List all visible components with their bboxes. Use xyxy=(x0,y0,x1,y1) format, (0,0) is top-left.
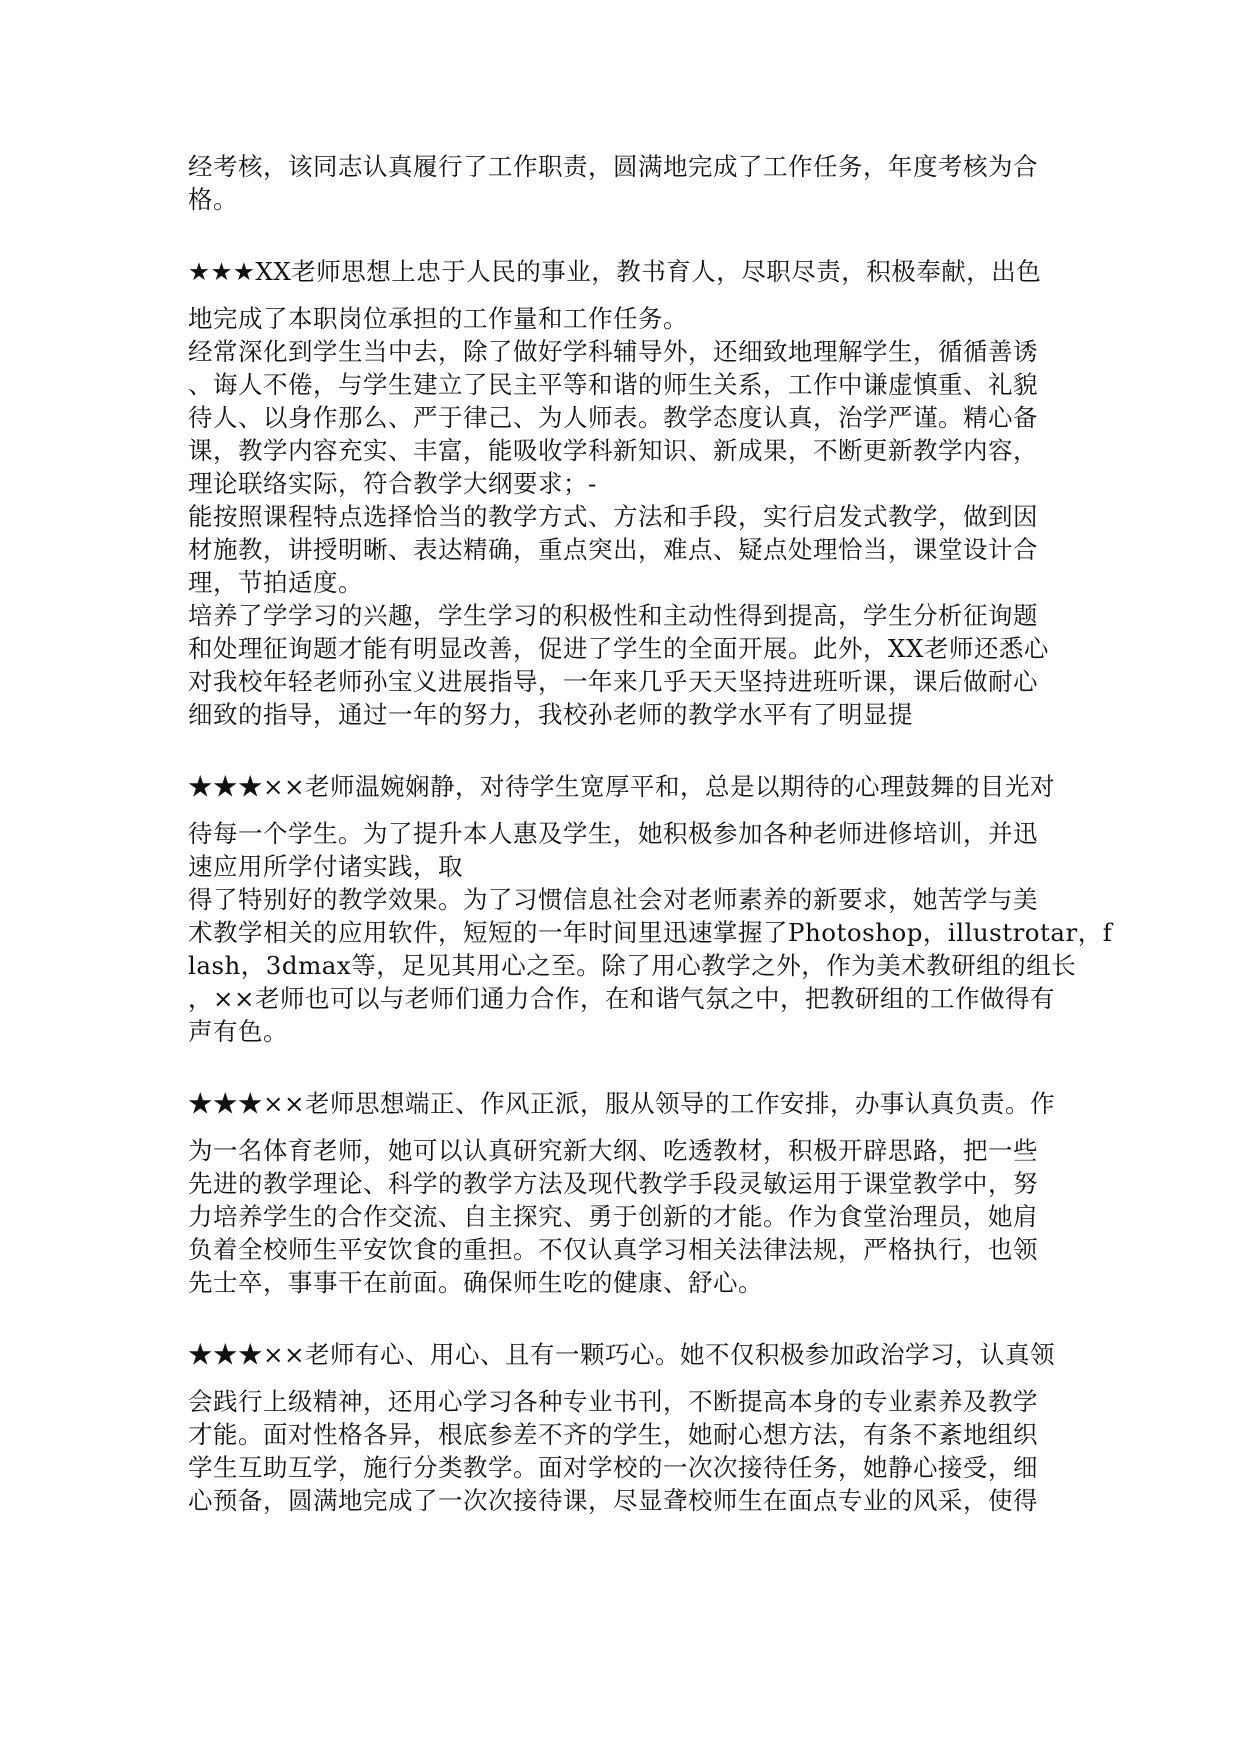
paragraph xyxy=(188,1087,1068,1299)
paragraph xyxy=(188,150,1068,216)
text-line: ，××老师也可以与老师们通力合作，在和谐气氛之中，把教研组的工作做得有 xyxy=(188,984,1056,1013)
text-line: 负着全校师生平安饮食的重担。不仅认真学习相关法律法规，严格执行，也领 xyxy=(188,1235,1038,1264)
text-line: 地完成了本职岗位承担的工作量和工作任务。 xyxy=(188,304,688,333)
text-line: 格。 xyxy=(188,185,238,214)
paragraph xyxy=(188,770,1113,1048)
text-line: 速应用所学付诸实践，取 xyxy=(188,852,463,881)
text-line: 经考核，该同志认真履行了工作职责，圆满地完成了工作任务，年度考核为合 xyxy=(188,152,1038,181)
paragraph-heading: ★★★××老师有心、用心、且有一颗巧心。她不仅积极参加政治学习，认真领 xyxy=(188,1340,1056,1369)
text-line: 课，教学内容充实、丰富，能吸收学科新知识、新成果，不断更新教学内容， xyxy=(188,436,1038,465)
text-line: 先士卒，事事干在前面。确保师生吃的健康、舒心。 xyxy=(188,1268,763,1297)
text-line: 细致的指导，通过一年的努力，我校孙老师的教学水平有了明显提 xyxy=(188,700,913,729)
text-line: 经常深化到学生当中去，除了做好学科辅导外，还细致地理解学生，循循善诱 xyxy=(188,337,1038,366)
text-line: 待每一个学生。为了提升本人惠及学生，她积极参加各种老师进修培训，并迅 xyxy=(188,819,1038,848)
text-line: 学生互助互学，施行分类教学。面对学校的一次次接待任务，她静心接受，细 xyxy=(188,1453,1038,1482)
text-line: 声有色。 xyxy=(188,1017,288,1046)
text-line: 、诲人不倦，与学生建立了民主平等和谐的师生关系，工作中谦虚慎重、礼貌 xyxy=(188,370,1038,399)
text-line: 才能。面对性格各异，根底参差不齐的学生，她耐心想方法，有条不紊地组织 xyxy=(188,1420,1038,1449)
text-line: 理论联络实际，符合教学大纲要求；- xyxy=(188,469,597,498)
text-line: 为一名体育老师，她可以认真研究新大纲、吃透教材，积极开辟思路，把一些 xyxy=(188,1136,1038,1165)
text-line: 先进的教学理论、科学的教学方法及现代教学手段灵敏运用于课堂教学中，努 xyxy=(188,1169,1038,1198)
text-line: 得了特别好的教学效果。为了习惯信息社会对老师素养的新要求，她苦学与美 xyxy=(188,885,1038,914)
paragraph xyxy=(188,1338,1068,1517)
document-page xyxy=(188,150,1113,1517)
text-line: lash，3dmax等，足见其用心之至。除了用心教学之外，作为美术教研组的组长 xyxy=(188,951,1077,980)
text-line: 能按照课程特点选择恰当的教学方式、方法和手段，实行启发式教学，做到因 xyxy=(188,502,1038,531)
paragraph xyxy=(188,255,1068,731)
text-line: 会践行上级精神，还用心学习各种专业书刊，不断提高本身的专业素养及教学 xyxy=(188,1387,1038,1416)
text-line: 理，节拍适度。 xyxy=(188,568,363,597)
text-line: 力培养学生的合作交流、自主探究、勇于创新的才能。作为食堂治理员，她肩 xyxy=(188,1202,1038,1231)
paragraph-heading: ★★★XX老师思想上忠于人民的事业，教书育人，尽职尽责，积极奉献，出色 xyxy=(188,257,1042,286)
text-line: 材施教，讲授明晰、表达精确，重点突出，难点、疑点处理恰当，课堂设计合 xyxy=(188,535,1038,564)
text-line: 和处理征询题才能有明显改善，促进了学生的全面开展。此外，XX老师还悉心 xyxy=(188,634,1049,663)
text-line: 培养了学学习的兴趣，学生学习的积极性和主动性得到提高，学生分析征询题 xyxy=(188,601,1038,630)
paragraph-heading: ★★★××老师思想端正、作风正派，服从领导的工作安排，办事认真负责。作 xyxy=(188,1089,1056,1118)
paragraph-heading: ★★★××老师温婉娴静，对待学生宽厚平和，总是以期待的心理鼓舞的目光对 xyxy=(188,772,1056,801)
text-line: 对我校年轻老师孙宝义进展指导，一年来几乎天天坚持进班听课，课后做耐心 xyxy=(188,667,1038,696)
text-line: 术教学相关的应用软件，短短的一年时间里迅速掌握了Photoshop，illustrotar，f xyxy=(188,918,1113,947)
text-line: 心预备，圆满地完成了一次次接待课，尽显聋校师生在面点专业的风采，使得 xyxy=(188,1486,1038,1515)
text-line: 待人、以身作那么、严于律己、为人师表。教学态度认真，治学严谨。精心备 xyxy=(188,403,1038,432)
